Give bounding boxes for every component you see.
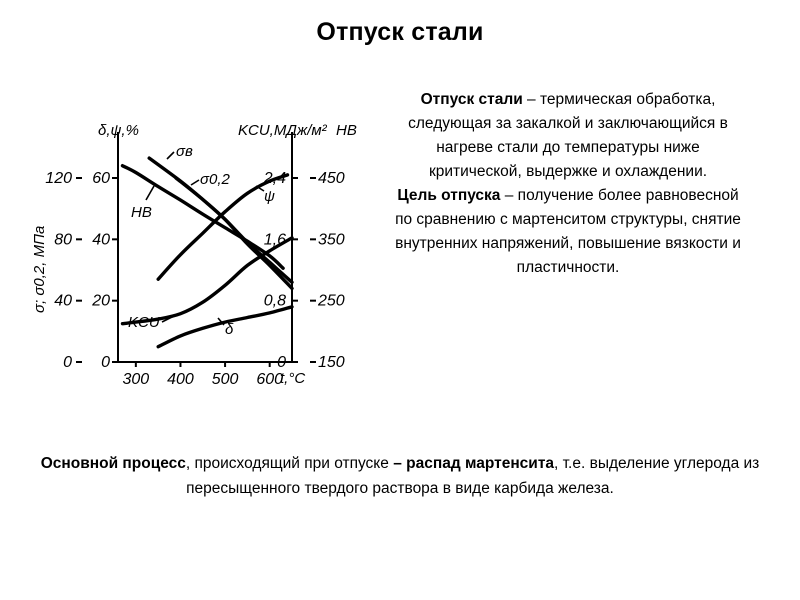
label-hb: НВ	[131, 204, 152, 221]
definition-term: Отпуск стали	[420, 91, 523, 108]
x-tick-label: 600	[256, 371, 284, 388]
series-line-4	[123, 238, 293, 324]
axis3-tick-label: 250	[318, 292, 345, 310]
axis2-tick-label: 0,8	[263, 292, 286, 310]
x-tick-label: 300	[122, 371, 150, 388]
label-kcu: KCU	[128, 314, 160, 331]
axis1-tick-label: 40	[92, 231, 110, 249]
x-tick-label: 400	[167, 371, 194, 388]
label-psi: ψ	[264, 188, 275, 205]
axis1-tick-label: 60	[92, 170, 110, 187]
slide-title: Отпуск стали	[316, 18, 484, 46]
goal-text: получение более равновесной по сравнению с мартенситом структуры, снятие внутренних напряжений, повышение вязкости и пластичности.	[395, 187, 741, 276]
axis0-tick-label: 0	[63, 354, 72, 371]
axis-label-sigma: σ; σ0,2, МПа	[31, 225, 48, 313]
axis3-tick-label: 350	[318, 231, 345, 249]
leader-hb	[146, 186, 154, 200]
label-sigma-02: σ0,2	[200, 171, 230, 188]
axis1-tick-label: 20	[92, 292, 110, 310]
footer-bold-process: Основной процесс	[40, 455, 186, 472]
axis0-tick-label: 80	[54, 231, 72, 249]
axis2-tick-label: 1,6	[263, 231, 286, 249]
axis0-tick-label: 40	[54, 292, 72, 310]
leader-sigma-02	[191, 180, 199, 185]
footer-text-2: , т.е. выделение углерода из пересыщенного твердого раствора в виде карбида железа.	[186, 455, 760, 497]
footer-block	[0, 451, 800, 501]
x-tick-label: 500	[211, 371, 239, 388]
x-axis-label: t,°C	[280, 370, 306, 387]
label-delta: δ	[225, 321, 234, 338]
axis2-tick-label: 2,4	[263, 170, 286, 187]
goal-dash: –	[500, 187, 518, 204]
tempering-chart	[28, 108, 368, 398]
axis-label-delta-psi: δ,ψ,%	[98, 122, 139, 139]
axis1-tick-label: 0	[101, 354, 110, 371]
goal-term: Цель отпуска	[397, 187, 501, 204]
definition-dash: –	[522, 91, 540, 108]
axis0-tick-label: 120	[45, 170, 72, 187]
footer-bold-decomposition: – распад мартенсита	[393, 455, 555, 472]
label-sigma-b: σв	[176, 143, 193, 160]
axis-label-kcu: KCU,МДж/м²	[238, 122, 327, 139]
definition-text: термическая обработка, следующая за закалкой и заключающийся в нагреве стали до температуры ниже критической, выдержке и охлаждении.	[408, 91, 728, 180]
leader-sigma-b	[167, 152, 174, 159]
axis2-tick-label: 0	[277, 354, 286, 371]
axis3-tick-label: 450	[318, 170, 345, 187]
footer-text-1: , происходящий при отпуске	[185, 455, 394, 472]
axis3-tick-label: 150	[318, 354, 345, 371]
definition-block	[392, 88, 744, 280]
axis-label-hb: HB	[336, 122, 357, 139]
